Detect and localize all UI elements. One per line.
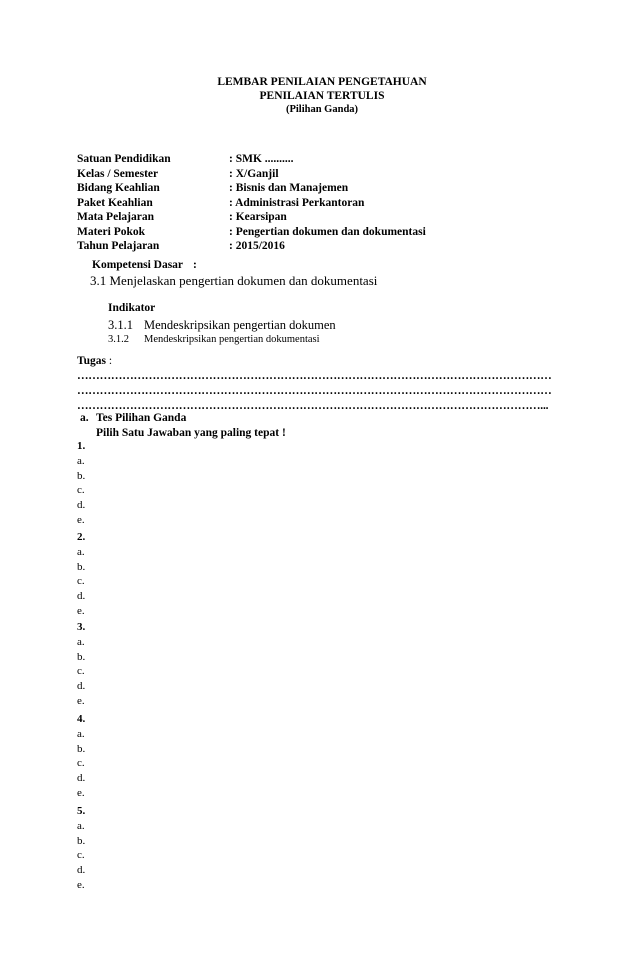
- title-line-3: (Pilihan Ganda): [285, 104, 359, 115]
- info-row: [77, 225, 426, 240]
- option-label: b.: [77, 560, 86, 573]
- question-block: [77, 530, 85, 619]
- answer-dots-line: ………………………………………………………………………………………………………………: [77, 385, 552, 397]
- option-label: d.: [77, 772, 86, 785]
- info-label: Kelas / Semester: [77, 167, 159, 180]
- tugas-suffix: :: [106, 355, 113, 367]
- option-label: a.: [77, 819, 85, 832]
- indikator-text: Mendeskripsikan pengertian dokumentasi: [144, 334, 320, 345]
- option-label: a.: [77, 727, 85, 740]
- option-label: c.: [77, 665, 85, 678]
- option-label: a.: [77, 545, 85, 558]
- info-label: Bidang Keahlian: [77, 182, 160, 194]
- info-value: : Kearsipan: [229, 211, 287, 223]
- section-heading: [80, 412, 186, 424]
- question-block: [77, 712, 85, 801]
- info-label: Tahun Pelajaran: [77, 240, 160, 252]
- info-row: [77, 239, 426, 254]
- info-label: Paket Keahlian: [77, 196, 153, 209]
- indikator-item: [108, 334, 320, 345]
- option-label: d.: [77, 680, 86, 693]
- option-label: b.: [77, 834, 86, 847]
- section-title: Tes Pilihan Ganda: [96, 412, 187, 424]
- option-label: e.: [77, 513, 85, 526]
- info-row: [77, 210, 426, 225]
- indikator-number: 3.1.2: [108, 334, 129, 345]
- question-block: [77, 620, 85, 709]
- option-label: e.: [77, 694, 85, 707]
- info-label: Mata Pelajaran: [77, 211, 154, 223]
- info-value: : Bisnis dan Manajemen: [229, 182, 349, 194]
- kompetensi-heading: [92, 259, 197, 271]
- indikator-text: Mendeskripsikan pengertian dokumen: [144, 318, 336, 332]
- info-value: : SMK ..........: [229, 153, 294, 165]
- indikator-heading: Indikator: [108, 302, 156, 314]
- option-label: e.: [77, 604, 85, 617]
- question-number: 5.: [77, 805, 86, 817]
- option-label: b.: [77, 742, 86, 755]
- question-number: 1.: [77, 440, 86, 452]
- question-block: [77, 804, 85, 893]
- info-table: [77, 152, 426, 254]
- answer-dots-line: ………………………………………………………………………………………………………………: [77, 370, 552, 382]
- info-value: : 2015/2016: [229, 240, 285, 252]
- kompetensi-label: Kompetensi Dasar: [92, 259, 184, 271]
- instruction-text: Pilih Satu Jawaban yang paling tepat !: [96, 427, 286, 439]
- document-title: [0, 75, 638, 117]
- kompetensi-text: 3.1 Menjelaskan pengertian dokumen dan dokumentasi: [90, 273, 378, 288]
- option-label: d.: [77, 864, 86, 877]
- info-row: [77, 196, 426, 211]
- info-label: Satuan Pendidikan: [77, 153, 171, 165]
- info-row: [77, 152, 426, 167]
- tugas-heading: [77, 355, 112, 367]
- info-row: [77, 181, 426, 196]
- question-number: 3.: [77, 621, 86, 633]
- info-value: : Administrasi Perkantoran: [229, 196, 365, 209]
- option-label: a.: [77, 454, 85, 467]
- tugas-label: Tugas: [77, 355, 106, 367]
- indikator-number: 3.1.1: [108, 318, 133, 332]
- answer-dots-line: ……………………………………………………………………………………………………………...: [77, 400, 549, 412]
- info-value: : X/Ganjil: [229, 167, 279, 180]
- option-label: b.: [77, 650, 86, 663]
- option-label: b.: [77, 469, 86, 482]
- option-label: c.: [77, 849, 85, 862]
- info-value: : Pengertian dokumen dan dokumentasi: [229, 225, 426, 238]
- title-line-2: PENILAIAN TERTULIS: [259, 90, 385, 102]
- kompetensi-colon: :: [193, 259, 197, 271]
- option-label: d.: [77, 590, 86, 603]
- option-label: c.: [77, 484, 85, 497]
- question-number: 2.: [77, 531, 86, 543]
- info-row: [77, 167, 426, 182]
- option-label: d.: [77, 499, 86, 512]
- option-label: c.: [77, 757, 85, 770]
- option-label: a.: [77, 635, 85, 648]
- indikator-item: [108, 318, 336, 333]
- title-line-1: LEMBAR PENILAIAN PENGETAHUAN: [217, 76, 427, 88]
- option-label: e.: [77, 878, 85, 891]
- question-number: 4.: [77, 713, 86, 725]
- question-block: [77, 439, 85, 528]
- info-label: Materi Pokok: [77, 225, 146, 238]
- section-letter: a.: [80, 412, 89, 424]
- option-label: e.: [77, 786, 85, 799]
- option-label: c.: [77, 575, 85, 588]
